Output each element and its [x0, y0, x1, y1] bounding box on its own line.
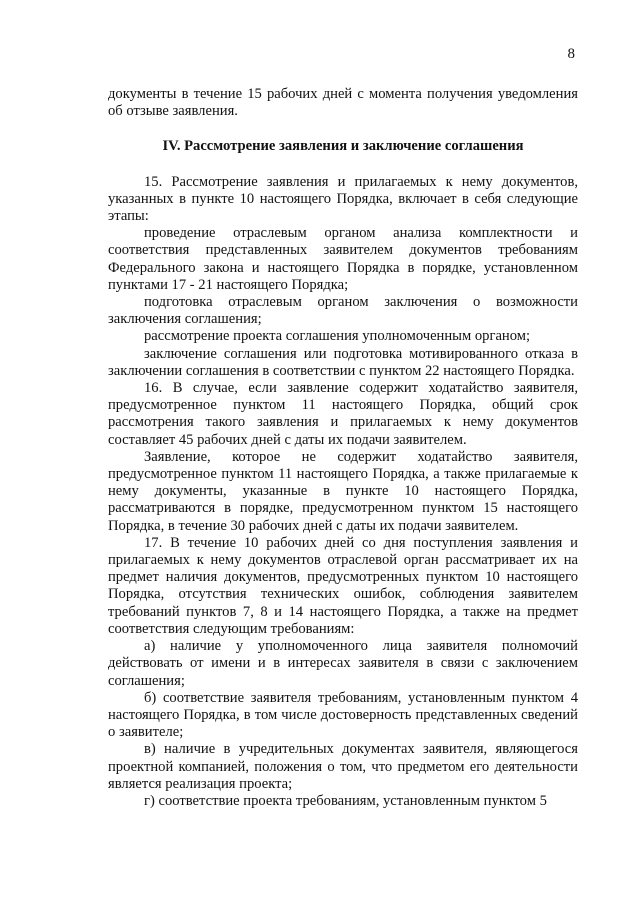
paragraph: 17. В течение 10 рабочих дней со дня поступления заявления и прилагаемых к нему документов отраслевой орган рассматривает их на предмет наличия документов, предусмотренных пунктом 10 настоящего Порядка, отсутствия технических ошибок, соблюдения заявителем требований пунктов 7, 8 и 14 настоящего Порядка, а также на предмет соответствия следующим требованиям:: [108, 534, 578, 637]
paragraph: 16. В случае, если заявление содержит ходатайство заявителя, предусмотренное пунктом 11 настоящего Порядка, общий срок рассмотрения такого заявления и прилагаемых к нему документов составляет 45 рабочих дней с даты их подачи заявителем.: [108, 380, 578, 448]
paragraph: заключение соглашения или подготовка мотивированного отказа в заключении соглашения в соответствии с пунктом 22 настоящего Порядка.: [108, 345, 578, 379]
paragraph: г) соответствие проекта требованиям, установленным пунктом 5: [144, 792, 547, 809]
paragraph: в) наличие в учредительных документах заявителя, являющегося проектной компанией, положения о том, что предметом его деятельности является реализация проекта;: [108, 741, 578, 792]
paragraph: документы в течение 15 рабочих дней с момента получения уведомления об отзыве заявления.: [108, 86, 578, 120]
document-body: [108, 86, 578, 810]
paragraph: б) соответствие заявителя требованиям, установленным пунктом 4 настоящего Порядка, в том числе достоверность представленных сведений о заявителе;: [108, 689, 578, 741]
paragraph: а) наличие у уполномоченного лица заявителя полномочий действовать от имени и в интересах заявителя в связи с заключением соглашения;: [108, 638, 578, 689]
paragraph: Заявление, которое не содержит ходатайство заявителя, предусмотренное пунктом 11 настоящего Порядка, а также прилагаемые к нему документы, указанные в пункте 10 настоящего Порядка, рассматриваются в порядке, предусмотренном пунктом 15 настоящего Порядка, в течение 30 рабочих дней с даты их подачи заявителем.: [108, 448, 578, 534]
paragraph: 15. Рассмотрение заявления и прилагаемых к нему документов, указанных в пункте 10 настоящего Порядка, включает в себя следующие этапы:: [108, 173, 578, 225]
section-title: IV. Рассмотрение заявления и заключение соглашения: [162, 138, 524, 155]
paragraph: рассмотрение проекта соглашения уполномоченным органом;: [144, 328, 531, 345]
paragraph: проведение отраслевым органом анализа комплектности и соответствия представленных заявителем документов требованиям Федерального закона и настоящего Порядка в порядке, установленном пунктами 17 - 21 настоящего Порядка;: [108, 225, 578, 293]
page-number: 8: [567, 46, 575, 62]
paragraph: подготовка отраслевым органом заключения о возможности заключения соглашения;: [108, 294, 578, 328]
